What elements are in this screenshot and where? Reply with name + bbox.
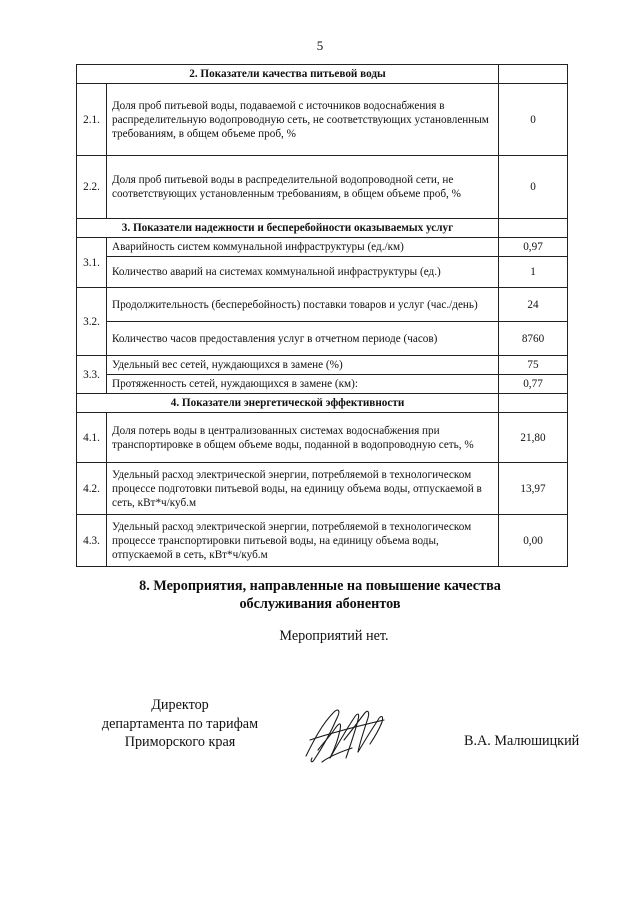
section-title: 2. Показатели качества питьевой воды [77, 65, 499, 84]
no-measures-text: Мероприятий нет. [279, 628, 389, 644]
row-value: 13,97 [499, 463, 568, 515]
section-8-title [0, 578, 640, 614]
row-text: Доля потерь воды в централизованных системах водоснабжения при транспортировке в общем объеме воды, поданной в водопроводную сеть, % [107, 413, 499, 463]
row-value: 0 [499, 84, 568, 156]
position-line: Приморского края [124, 734, 236, 751]
row-number: 2.1. [77, 84, 107, 156]
row-text: Продолжительность (бесперебойность) поставки товаров и услуг (час./день) [107, 288, 499, 322]
indicators-table [76, 64, 568, 567]
table-row [77, 156, 568, 219]
table-row [77, 356, 568, 375]
section-title: 3. Показатели надежности и бесперебойности оказываемых услуг [77, 219, 499, 238]
table-row [77, 288, 568, 322]
section-8-title-line: обслуживания абонентов [239, 595, 401, 612]
row-number: 3.3. [77, 356, 107, 394]
row-text: Удельный расход электрической энергии, потребляемой в технологическом процессе транспортировки питьевой воды, на единицу объема воды, отпускаемой в сеть, кВт*ч/куб.м [107, 515, 499, 567]
subrow-value: 8760 [499, 322, 568, 356]
row-value: 21,80 [499, 413, 568, 463]
table-subrow [77, 375, 568, 394]
row-number: 4.3. [77, 515, 107, 567]
signer-name: В.А. Малюшицкий [464, 733, 580, 749]
row-text: Доля проб питьевой воды, подаваемой с источников водоснабжения в распределительную водопроводную сеть, не соответствующих установленным требованиям, в общем объеме проб, % [107, 84, 499, 156]
signer-position [60, 696, 300, 752]
row-number: 4.2. [77, 463, 107, 515]
row-number: 2.2. [77, 156, 107, 219]
handwritten-signature [300, 700, 390, 770]
table-row [77, 463, 568, 515]
row-text: Удельный расход электрической энергии, потребляемой в технологическом процессе подготовки питьевой воды, на единицу объема воды, отпускаемой в сеть, кВт*ч/куб.м [107, 463, 499, 515]
row-text: Доля проб питьевой воды в распределительной водопроводной сети, не соответствующих установленным требованиям, в общем объеме проб, % [107, 156, 499, 219]
page-number: 5 [316, 38, 324, 53]
row-number: 3.1. [77, 238, 107, 288]
subrow-text: Количество часов предоставления услуг в отчетном периоде (часов) [107, 322, 499, 356]
position-line: департамента по тарифам [101, 715, 259, 732]
table-row [77, 515, 568, 567]
subrow-value: 1 [499, 257, 568, 288]
table-subrow [77, 257, 568, 288]
row-value: 0,00 [499, 515, 568, 567]
row-value: 0,97 [499, 238, 568, 257]
table-subrow [77, 322, 568, 356]
section-header-row [77, 65, 568, 84]
row-text: Аварийность систем коммунальной инфраструктуры (ед./км) [107, 238, 499, 257]
section-header-row [77, 394, 568, 413]
table-row [77, 84, 568, 156]
row-value: 0 [499, 156, 568, 219]
row-text: Удельный вес сетей, нуждающихся в замене (%) [107, 356, 499, 375]
section-8-title-line: 8. Мероприятия, направленные на повышение качества [139, 578, 501, 594]
position-line: Директор [151, 697, 209, 713]
section-header-row [77, 219, 568, 238]
row-number: 3.2. [77, 288, 107, 356]
subrow-text: Протяженность сетей, нуждающихся в замене (км): [107, 375, 499, 394]
table-row [77, 413, 568, 463]
subrow-value: 0,77 [499, 375, 568, 394]
row-number: 4.1. [77, 413, 107, 463]
row-value: 24 [499, 288, 568, 322]
section-title: 4. Показатели энергетической эффективности [77, 394, 499, 413]
row-value: 75 [499, 356, 568, 375]
table-row [77, 238, 568, 257]
subrow-text: Количество аварий на системах коммунальной инфраструктуры (ед.) [107, 257, 499, 288]
